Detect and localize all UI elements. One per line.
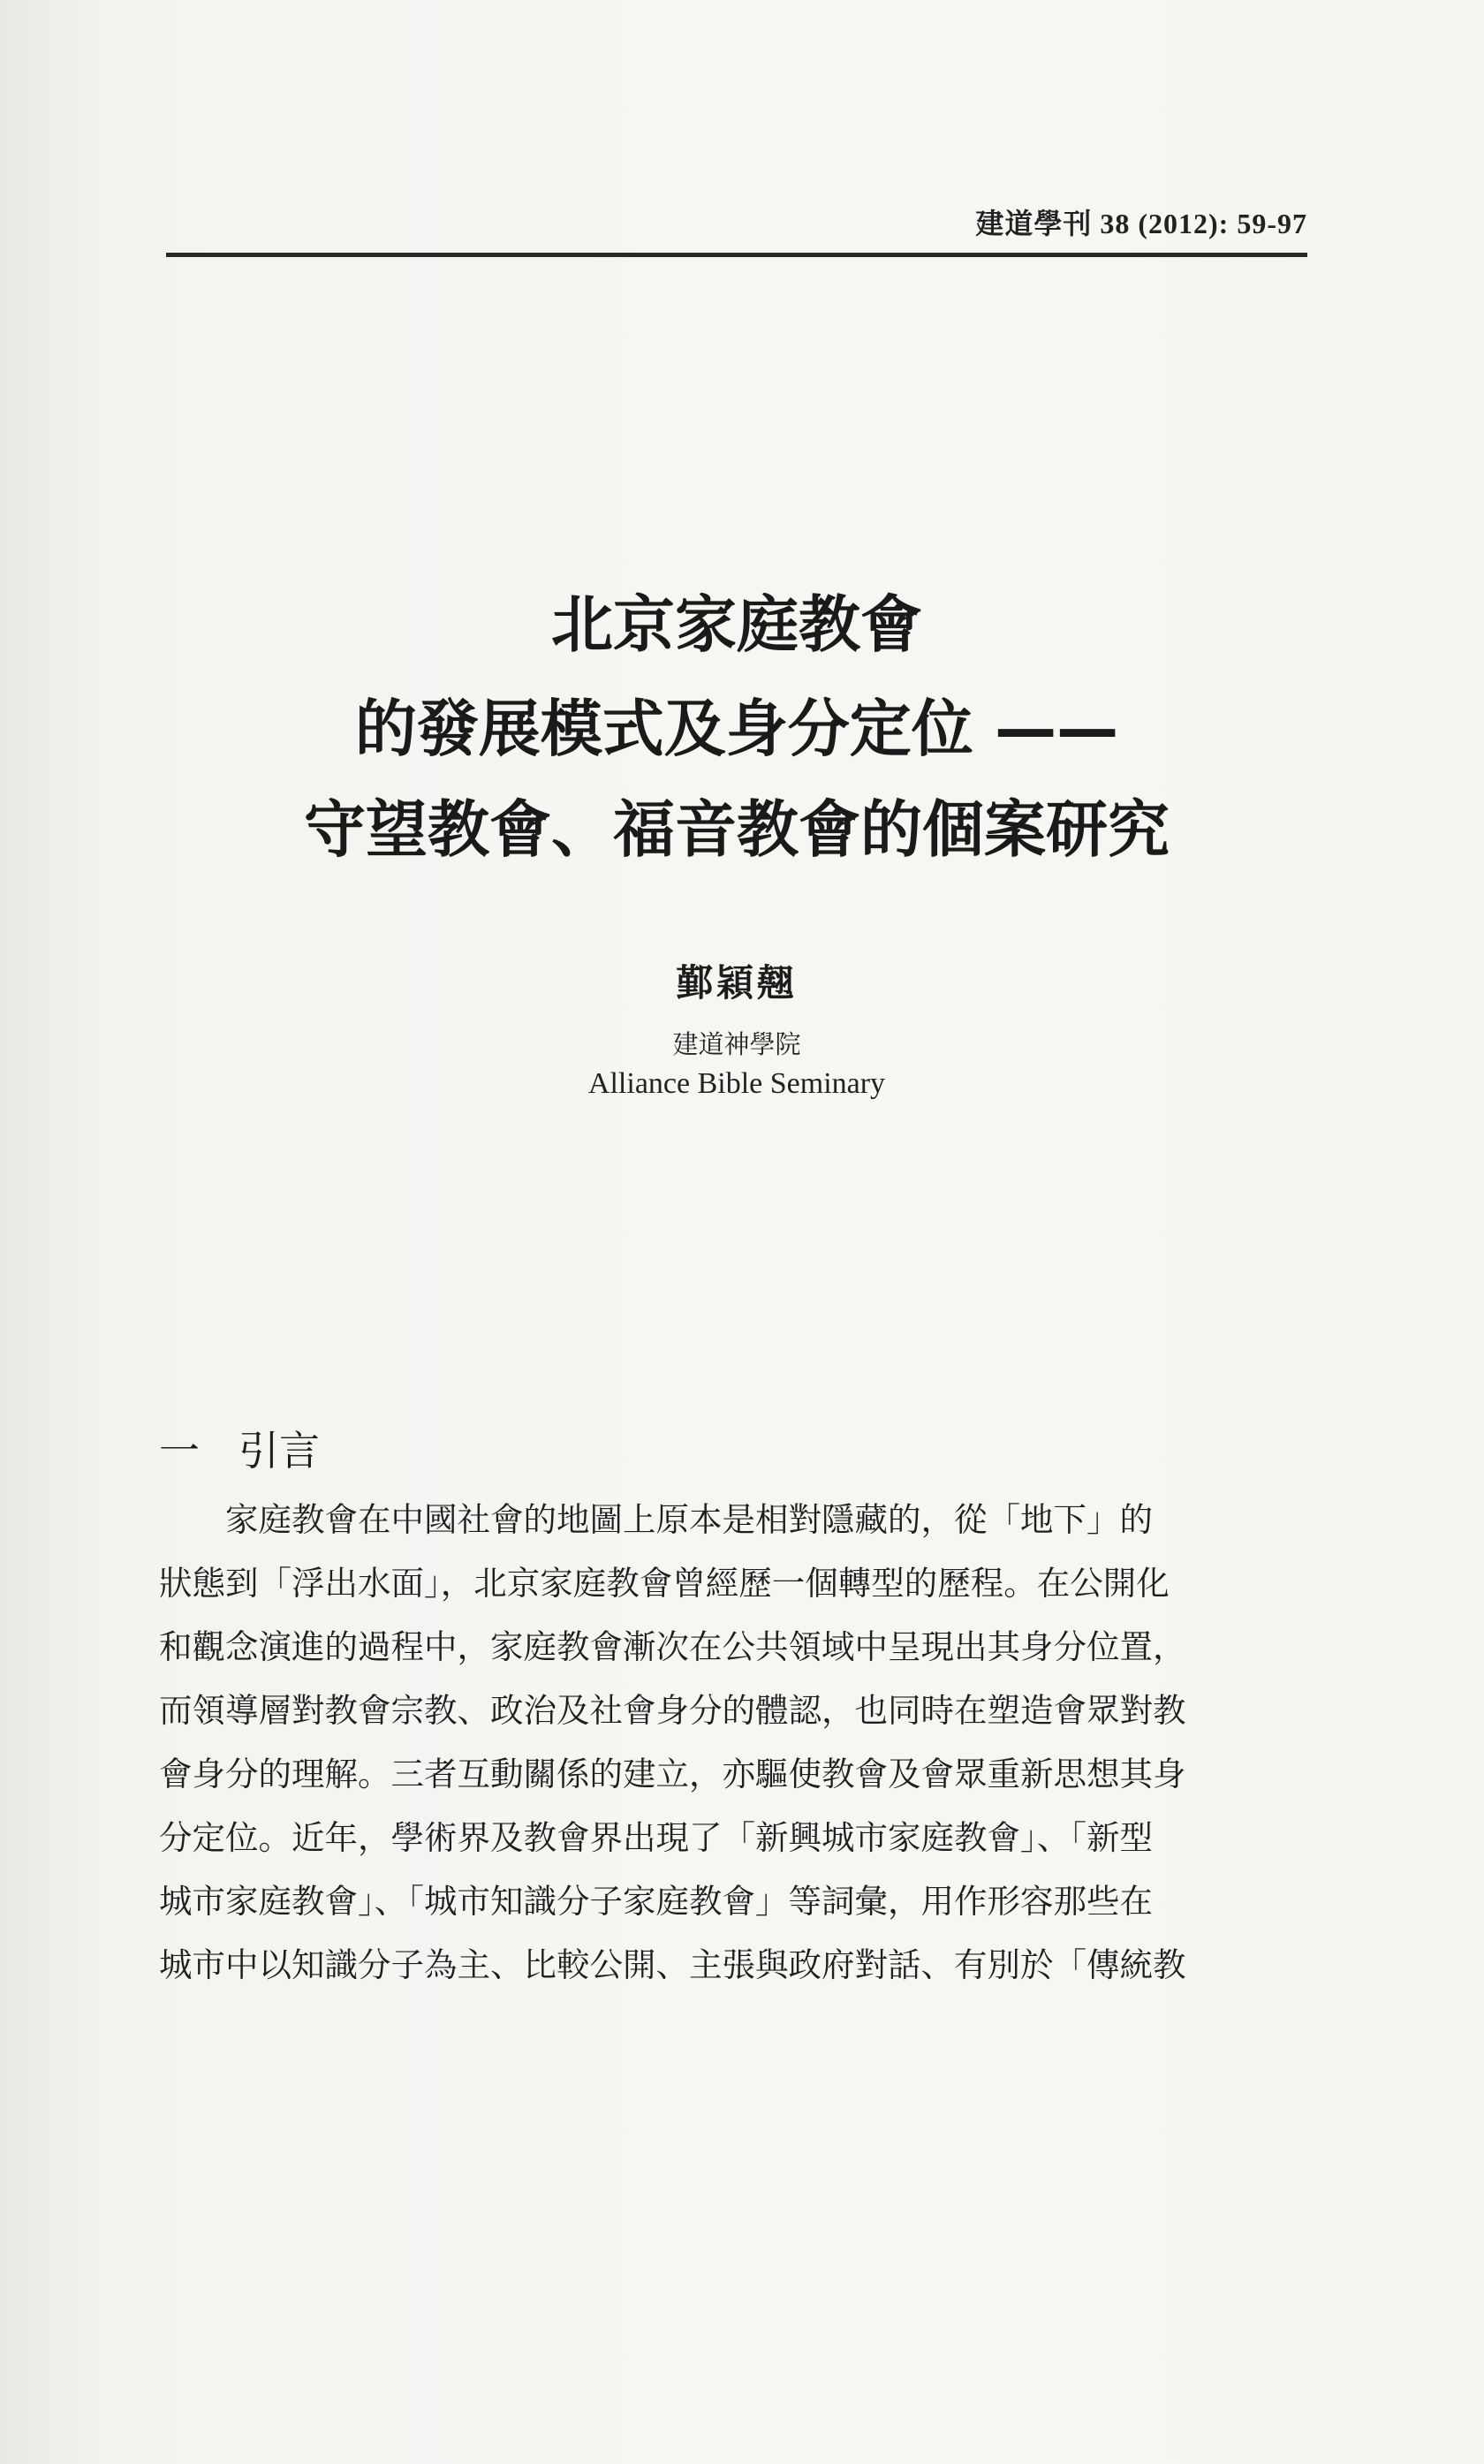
body-line-5: 會身分的理解。三者互動關係的建立，亦驅使教會及會眾重新思想其身 bbox=[159, 1755, 1186, 1793]
body-line-4: 而領導層對教會宗教、政治及社會身分的體認，也同時在塑造會眾對教 bbox=[159, 1691, 1186, 1730]
body-line-8: 城市中以知識分子為主、比較公開、主張與政府對話、有別於「傳統教 bbox=[159, 1945, 1186, 1984]
header-rule bbox=[166, 253, 1307, 257]
running-head: 建道學刊 38 (2012): 59-97 bbox=[975, 208, 1307, 239]
body-line-1: 家庭教會在中國社會的地圖上原本是相對隱藏的，從「地下」的 bbox=[225, 1500, 1153, 1539]
section-number: 一 bbox=[159, 1427, 200, 1475]
author-name: 鄞穎翹 bbox=[675, 961, 798, 1005]
body-line-7: 城市家庭教會」、「城市知識分子家庭教會」等詞彙，用作形容那些在 bbox=[159, 1882, 1153, 1921]
affiliation-chinese: 建道神學院 bbox=[672, 1029, 801, 1059]
section-title: 引言 bbox=[238, 1427, 320, 1475]
article-title-line-2: 的發展模式及身分定位 —— bbox=[354, 693, 1119, 765]
body-line-2: 狀態到「浮出水面」，北京家庭教會曾經歷一個轉型的歷程。在公開化 bbox=[159, 1564, 1170, 1603]
section-heading bbox=[159, 1419, 320, 1477]
article-title-line-1: 北京家庭教會 bbox=[551, 588, 922, 661]
affiliation-english: Alliance Bible Seminary bbox=[587, 1067, 886, 1100]
body-line-6: 分定位。近年，學術界及教會界出現了「新興城市家庭教會」、「新型 bbox=[159, 1818, 1153, 1857]
article-title-line-3: 守望教會、福音教會的個案研究 bbox=[304, 793, 1170, 866]
body-line-3: 和觀念演進的過程中，家庭教會漸次在公共領域中呈現出其身分位置， bbox=[159, 1627, 1186, 1666]
